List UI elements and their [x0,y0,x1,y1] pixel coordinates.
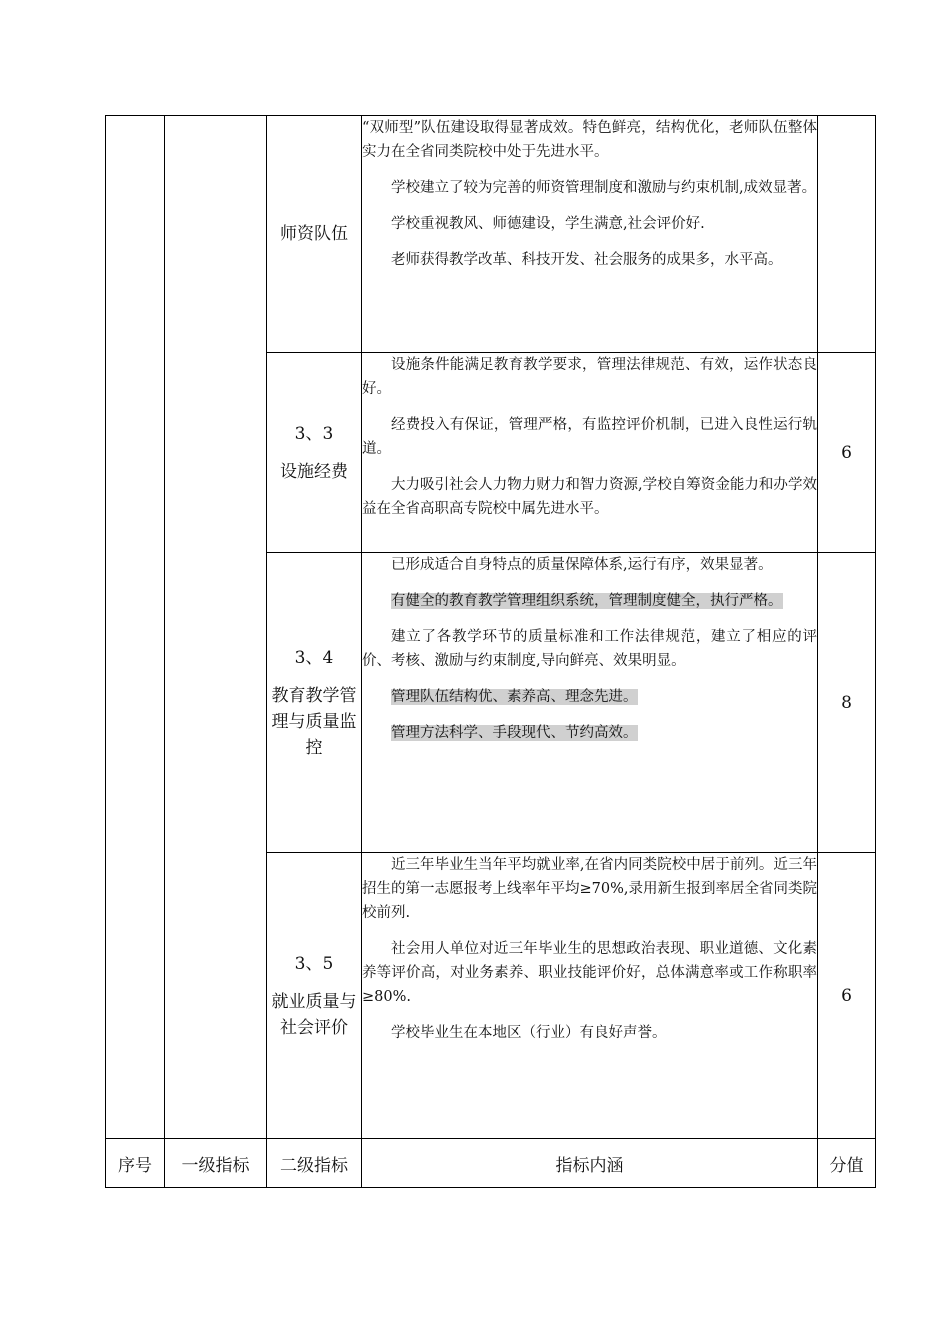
highlighted-text: 管理队伍结构优、素养高、理念先进。 [391,689,638,705]
level2-cell [267,116,362,353]
content-paragraph: 设施条件能满足教育教学要求，管理法律规范、有效，运作状态良好。 [362,357,817,397]
level2-name: 教育教学管理与质量监控 [271,685,357,758]
content-paragraph: 建立了各教学环节的质量标准和工作法律规范，建立了相应的评价、考核、激励与约束制度,导向鲜亮、效果明显。 [362,629,817,669]
content-paragraph: 近三年毕业生当年平均就业率,在省内同类院校中居于前列。近三年招生的第一志愿报考上线率年平均≥70%,录用新生报到率居全省同类院校前列. [362,857,817,921]
content-paragraph: 已形成适合自身特点的质量保障体系,运行有序，效果显著。 [391,557,773,573]
content-cell [362,853,818,1139]
content-paragraph: “双师型”队伍建设取得显著成效。特色鲜亮，结构优化，老师队伍整体实力在全省同类院校中处于先进水平。 [362,120,817,160]
score-cell: 8 [818,553,876,853]
score-cell: 6 [818,853,876,1139]
header-level1: 一级指标 [165,1139,267,1188]
content-paragraph: 大力吸引社会人力物力财力和智力资源,学校自筹资金能力和办学效益在全省高职高专院校中属先进水平。 [362,477,817,517]
level2-name: 师资队伍 [280,224,348,244]
header-row [106,1139,876,1188]
content-paragraph [362,589,817,613]
content-cell [362,553,818,853]
header-score: 分值 [818,1139,876,1188]
highlighted-text: 有健全的教育教学管理组织系统，管理制度健全，执行严格。 [391,593,783,609]
level2-code: 3、3 [294,423,334,444]
content-paragraph: 社会用人单位对近三年毕业生的思想政治表现、职业道德、文化素养等评价高，对业务素养、职业技能评价好，总体满意率或工作称职率≥80%. [362,941,817,1005]
content-cell [362,116,818,353]
content-paragraph: 学校重视教风、师德建设，学生满意,社会评价好. [391,216,705,232]
table-row [106,116,876,353]
content-paragraph: 经费投入有保证，管理严格，有监控评价机制，已进入良性运行轨道。 [362,417,817,457]
highlighted-text: 管理方法科学、手段现代、节约高效。 [391,725,638,741]
score-cell: 6 [818,353,876,553]
content-cell [362,353,818,553]
level2-name: 就业质量与社会评价 [271,991,357,1038]
content-paragraph: 老师获得教学改革、科技开发、社会服务的成果多，水平高。 [391,252,783,268]
header-content: 指标内涵 [362,1139,818,1188]
content-paragraph: 学校毕业生在本地区（行业）有良好声誉。 [391,1025,667,1041]
level2-code: 3、4 [294,647,334,668]
level2-cell [267,853,362,1139]
level2-cell [267,353,362,553]
header-level2: 二级指标 [267,1139,362,1188]
content-paragraph: 学校建立了较为完善的师资管理制度和激励与约束机制,成效显著。 [391,180,817,196]
level2-cell [267,553,362,853]
index-table [105,115,876,1188]
serial-cell [106,116,165,1139]
content-paragraph [362,685,817,709]
header-serial: 序号 [106,1139,165,1188]
content-paragraph [362,721,817,745]
score-cell [818,116,876,353]
level2-code: 3、5 [294,953,334,974]
level2-name: 设施经费 [280,461,348,482]
level1-cell [165,116,267,1139]
